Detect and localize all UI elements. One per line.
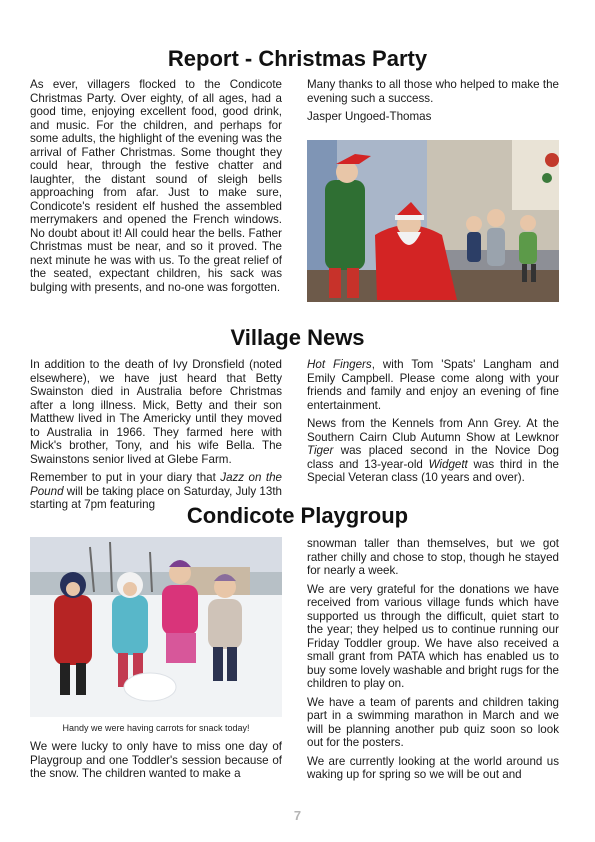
photo-caption: Handy we were having carrots for snack today! bbox=[62, 723, 250, 733]
report-right-column bbox=[307, 78, 559, 129]
playgroup-marathon-text: We have a team of parents and children taking part in a swimming marathon in March and we will be planning another pub quiz soon so look out for the posters. bbox=[307, 695, 559, 749]
village-news-right-column bbox=[307, 358, 559, 490]
band-name: Hot Fingers bbox=[307, 358, 372, 371]
jazz-event-name: Jazz on the Pound bbox=[30, 471, 283, 498]
village-news-para-2b: Hot Fingers, with Tom 'Spats' Langham and Emily Campbell. Please come along with your friends and family and enjoy an evening of fine entertainment. bbox=[307, 358, 559, 412]
snow-children-photo bbox=[30, 537, 282, 717]
report-left-column bbox=[30, 78, 282, 318]
playgroup-title: Condicote Playgroup bbox=[186, 503, 409, 528]
village-news-para-3: News from the Kennels from Ann Grey. At the Southern Cairn Club Autumn Show at Lewknor Tiger was placed second in the Novice Dog class and 13-year-old Widgett was third in the Special Veteran class (10 years and over). bbox=[307, 417, 559, 484]
report-title: Report - Christmas Party bbox=[167, 46, 428, 71]
report-thanks-text: Many thanks to all those who helped to make the evening such a success. bbox=[307, 78, 559, 105]
playgroup-spring-text: We are currently looking at the world around us waking up for spring so we will be out and bbox=[307, 754, 559, 781]
village-news-para-2a: Remember to put in your diary that Jazz on the Pound will be taking place on Saturday, July 13th starting at 7pm featuring bbox=[30, 471, 283, 511]
village-news-para-1: In addition to the death of Ivy Dronsfield (noted elsewhere), we have just heard that Betty Swainston died in Australia before Christmas after a long illness. Mick, Betty and their son Matthew lived in The Americky until they moved to Australia in 1966. They farmed here with Mick's brother, Tony, and his wife Bella. The Swainstons senior lived at Glebe Farm. bbox=[30, 358, 282, 466]
village-news-title: Village News bbox=[230, 325, 365, 350]
report-body-text: As ever, villagers flocked to the Condicote Christmas Party. Over eighty, of all ages, had a good time, enjoying excellent food, good drink, and music. For the children, and perhaps for some adults, the highlight of the evening was the arrival of Father Christmas. Some thought they could hear, through the festive chatter and laughter, the distant sound of sleigh bells approaching from afar. Just to make sure, Condicote's resident elf hushed the assembled merrymakers and opened the French windows. No doubt about it! All could hear the bells. Father Christmas must be near, and so it proved. The next minute he was with us. To the great relief of the seated, expectant children, his sack was bulging with presents, and no-one was forgotten. bbox=[30, 78, 282, 294]
page-number: 7 bbox=[293, 808, 302, 823]
playgroup-left-column bbox=[30, 740, 282, 782]
christmas-party-photo bbox=[307, 140, 559, 302]
playgroup-donations-text: We are very grateful for the donations we have received from various village funds which have supported us through the difficult, quiet start to the year; they helped us to continue running our Friday Toddler group. We have also received a small grant from PATA which has enabled us to buy some lovely washable and bright rugs for the children to play on. bbox=[307, 582, 559, 690]
dog-name-tiger: Tiger bbox=[307, 444, 334, 457]
report-author: Jasper Ungoed-Thomas bbox=[307, 110, 432, 123]
playgroup-snow-text: We were lucky to only have to miss one day of Playgroup and one Toddler's session because of the snow. The children wanted to make a bbox=[30, 740, 282, 780]
village-news-left-column bbox=[30, 358, 282, 517]
playgroup-snowman-cont: snowman taller than themselves, but we got rather chilly and chose to stop, though he stayed for nearly a week. bbox=[307, 537, 559, 577]
dog-name-widgett: Widgett bbox=[428, 457, 468, 471]
playgroup-right-column bbox=[307, 537, 559, 787]
